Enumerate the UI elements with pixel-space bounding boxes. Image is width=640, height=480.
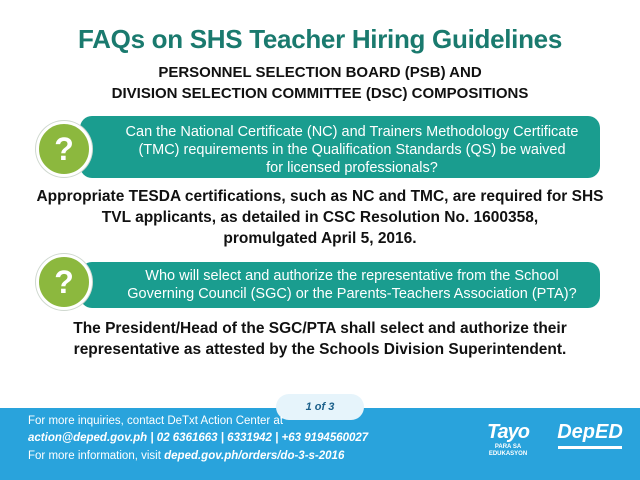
tayo-logo-word: Tayo <box>487 421 529 443</box>
question-mark-icon: ? <box>36 254 92 310</box>
page-indicator: 1 of 3 <box>276 394 364 420</box>
footer-info-prefix: For more information, visit <box>28 450 165 462</box>
faq-answer-2-line-1: The President/Head of the SGC/PTA shall select and authorize their <box>73 320 567 337</box>
tayo-logo-sub-2: EDUKASYON <box>488 451 528 457</box>
tayo-logo <box>478 420 538 468</box>
faq-answer-2 <box>20 318 620 360</box>
deped-logo <box>550 420 630 468</box>
faq-question-1-line-3: for licensed professionals? <box>266 160 438 176</box>
faq-answer-2-line-2: representative as attested by the Schools Division Superintendent. <box>73 341 567 358</box>
faq-answer-1-line-1: Appropriate TESDA certifications, such as NC and TMC, are required for SHS <box>36 188 604 205</box>
faq-question-1-line-1: Can the National Certificate (NC) and Trainers Methodology Certificate <box>125 124 579 140</box>
faq-answer-1-line-3: promulgated April 5, 2016. <box>223 230 417 247</box>
faq-question-2 <box>80 262 600 308</box>
footer-info-link[interactable]: deped.gov.ph/orders/do-3-s-2016 <box>164 450 345 462</box>
footer-contact-details: action@deped.gov.ph | 02 6361663 | 6331942 | +63 9194560027 <box>28 432 369 444</box>
faq-question-1-line-2: (TMC) requirements in the Qualification Standards (QS) be waived <box>138 142 566 158</box>
faq-answer-1-line-2: TVL applicants, as detailed in CSC Resolution No. 1600358, <box>101 209 539 226</box>
page-title: FAQs on SHS Teacher Hiring Guidelines <box>78 24 562 54</box>
faq-question-1 <box>80 116 600 178</box>
tayo-logo-sub-1: PARA SA <box>494 444 522 450</box>
faq-question-2-line-1: Who will select and authorize the representative from the School <box>145 268 559 284</box>
question-mark-icon: ? <box>36 121 92 177</box>
faq-answer-1 <box>20 186 620 249</box>
deped-logo-underline <box>558 446 622 449</box>
deped-logo-word: DepED <box>557 421 623 443</box>
subtitle-line-2: DIVISION SELECTION COMMITTEE (DSC) COMPOSITIONS <box>111 85 529 102</box>
footer-info-line <box>28 450 344 462</box>
subtitle-line-1: PERSONNEL SELECTION BOARD (PSB) AND <box>158 64 482 81</box>
footer-inquiries-text: For more inquiries, contact DeTxt Action Center at <box>28 415 284 427</box>
page-subtitle <box>0 62 640 104</box>
faq-question-2-line-2: Governing Council (SGC) or the Parents-Teachers Association (PTA)? <box>127 286 577 302</box>
